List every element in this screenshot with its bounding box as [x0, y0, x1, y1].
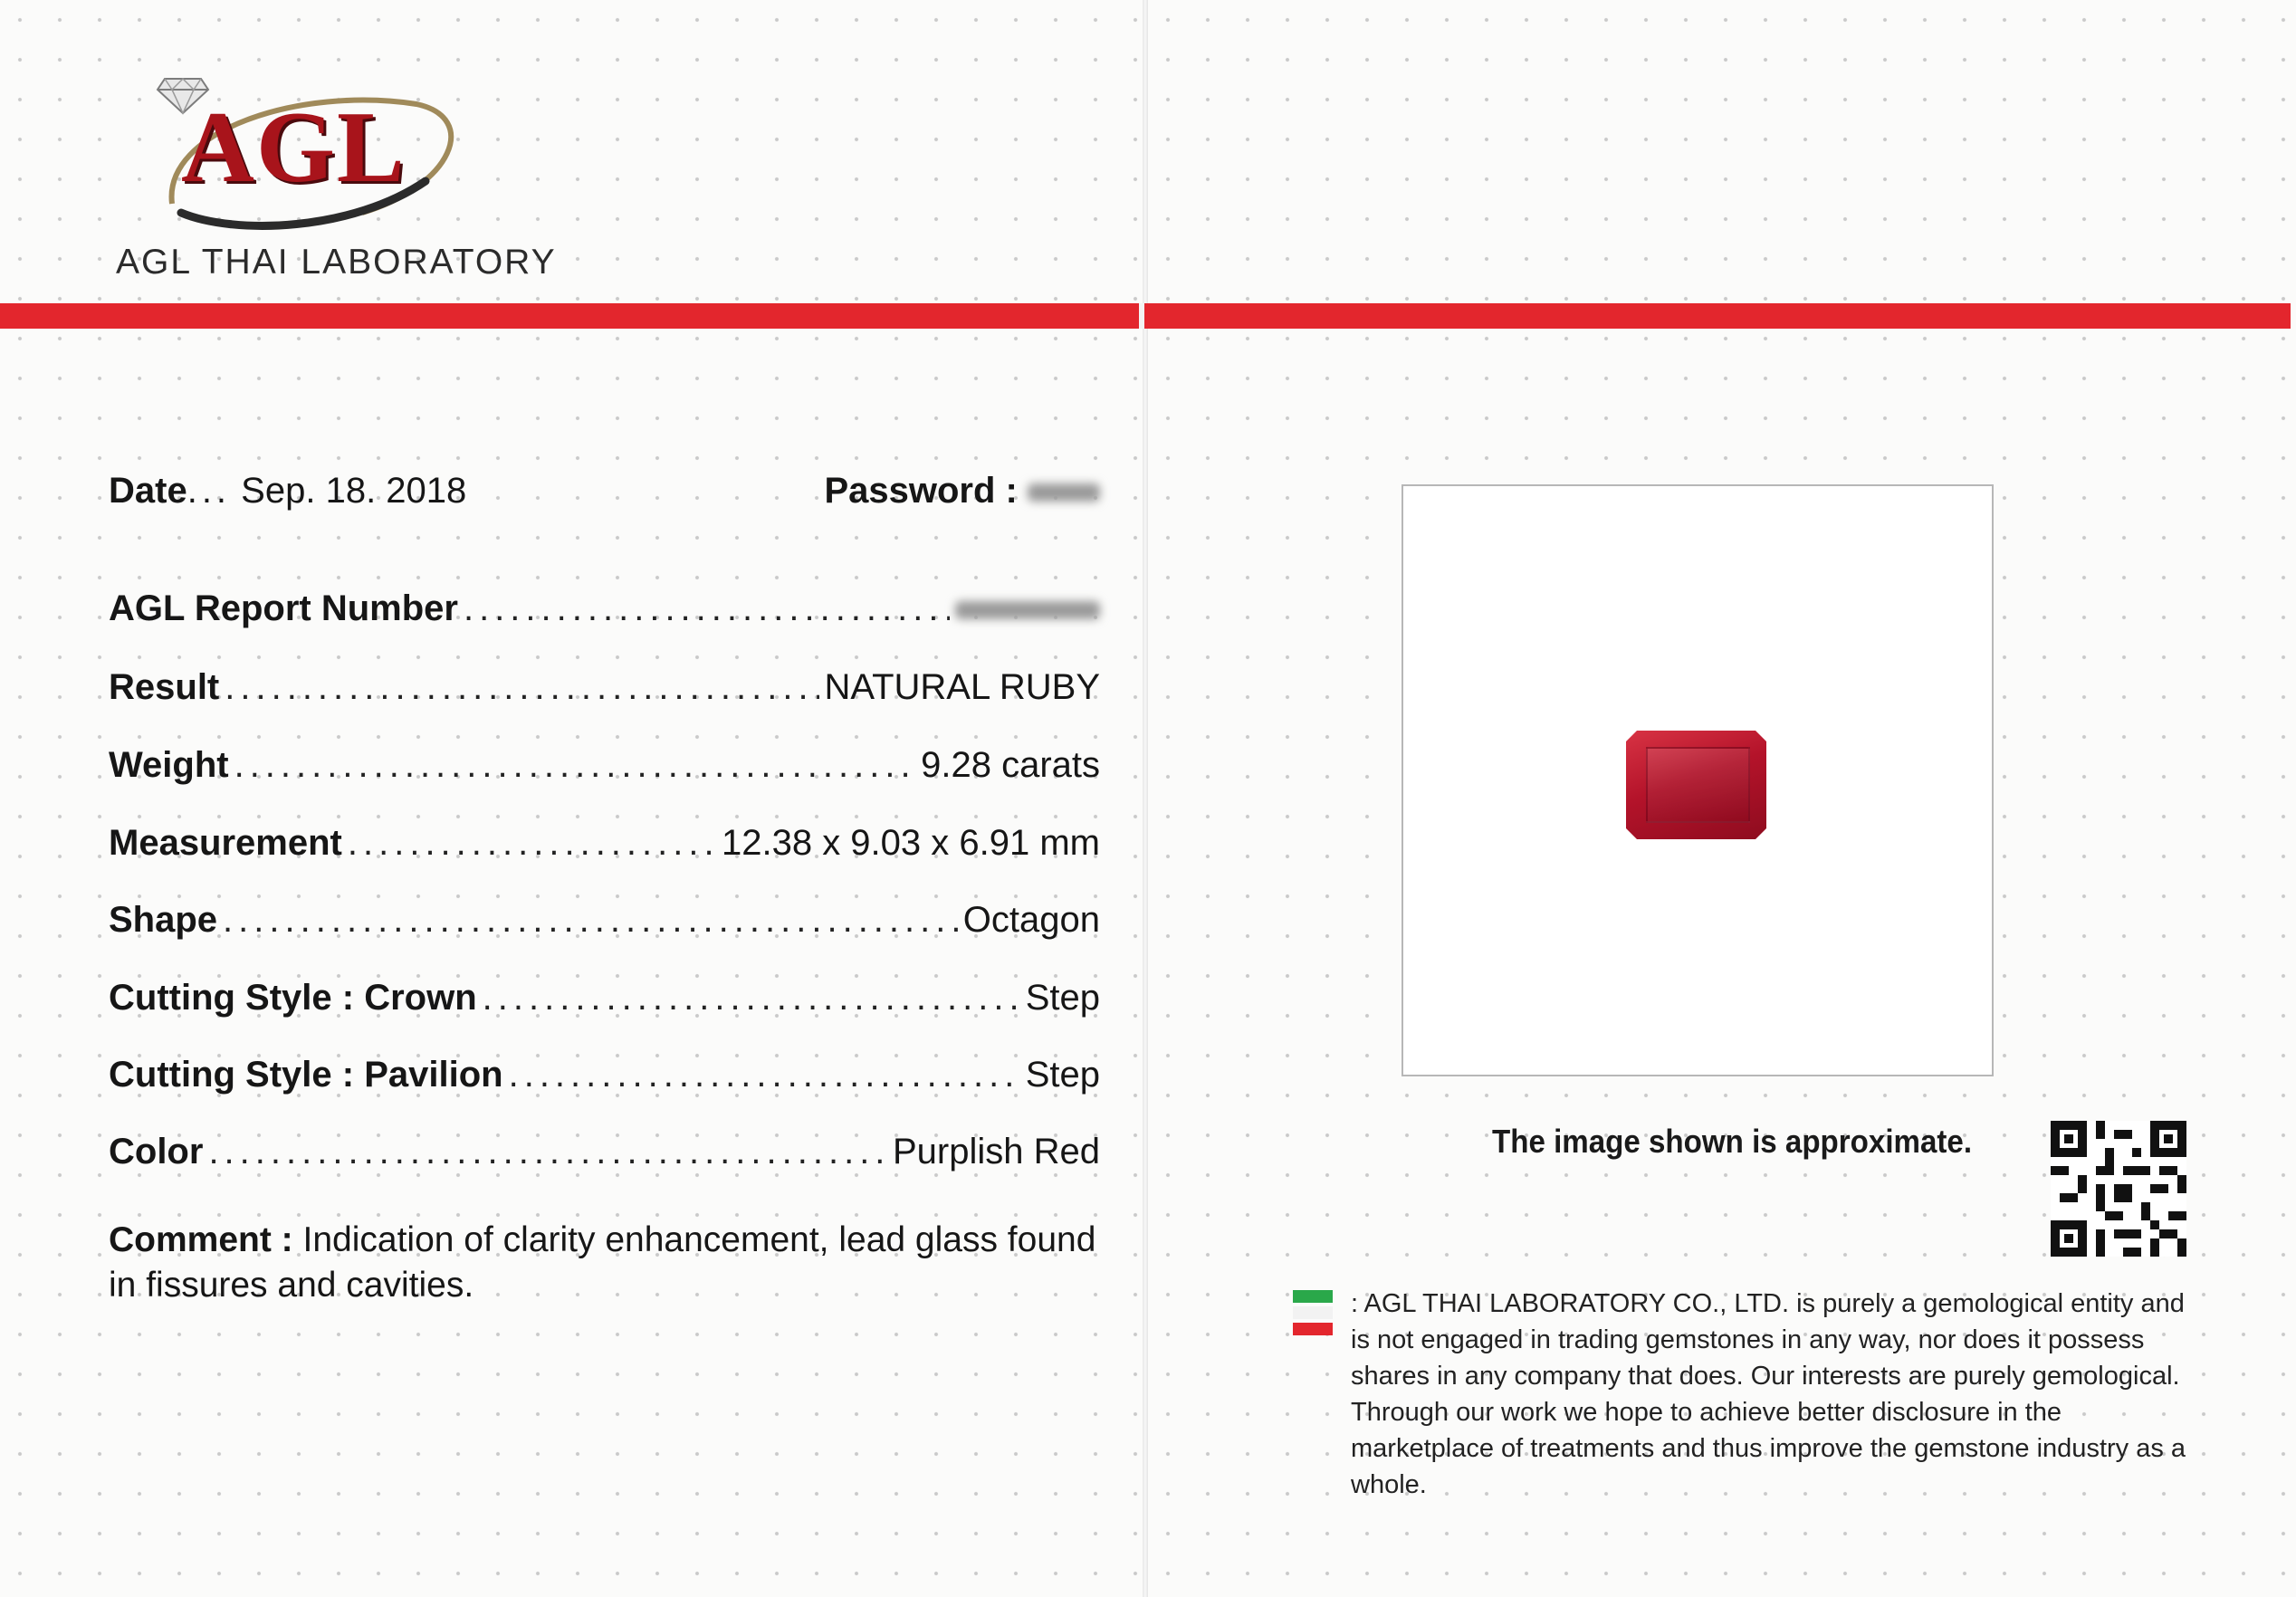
cutting-pavilion-row [109, 1055, 1100, 1095]
report-number-redacted [955, 588, 1100, 629]
color-row [109, 1132, 1100, 1172]
dot-leader [234, 745, 916, 786]
image-approximate-note: The image shown is approximate. [1492, 1123, 1973, 1160]
ruby-gem-image [1626, 731, 1766, 839]
comment-label: Comment : [109, 1220, 293, 1259]
page-fold [1143, 0, 1148, 1597]
date-value: Sep. 18. 2018 [241, 471, 467, 511]
field-value: NATURAL RUBY [824, 667, 1100, 707]
field-label: Cutting Style : Crown [109, 978, 477, 1018]
field-value: Octagon [962, 900, 1100, 940]
field-label: AGL Report Number [109, 588, 458, 628]
password-redacted [1028, 483, 1100, 502]
dot-leader [483, 978, 1020, 1018]
dot-leader [208, 1132, 887, 1172]
field-label: Measurement [109, 823, 342, 863]
logo-wordmark: AGL [181, 91, 407, 204]
date-row [109, 471, 1100, 525]
date-leader: ... [187, 471, 232, 511]
field-label: Weight [109, 745, 229, 785]
report-left-page [0, 0, 1143, 1597]
qr-code-icon [2051, 1121, 2186, 1257]
cutting-crown-row [109, 978, 1100, 1018]
field-value: 12.38 x 9.03 x 6.91 mm [721, 823, 1100, 863]
dot-leader [348, 823, 716, 864]
password-label: Password : [824, 471, 1018, 511]
field-label: Result [109, 667, 220, 707]
date-label: Date [109, 471, 187, 511]
password-field [824, 471, 1100, 512]
agl-logo [154, 77, 462, 231]
report-number-row [109, 588, 1100, 629]
weight-row [109, 745, 1100, 786]
shape-row [109, 900, 1100, 941]
field-value: Purplish Red [892, 1132, 1100, 1171]
comment-text: Indication of clarity enhancement, lead glass found in fissures and cavities. [109, 1220, 1096, 1305]
dot-leader [223, 900, 958, 941]
red-divider-band [0, 303, 2291, 329]
result-row [109, 667, 1100, 708]
field-value: Step [1025, 978, 1100, 1018]
field-value: 9.28 carats [921, 745, 1100, 785]
dot-leader [509, 1055, 1020, 1095]
field-label: Shape [109, 900, 218, 940]
gem-photo-frame [1402, 484, 1994, 1076]
comment-block [109, 1218, 1105, 1308]
field-value: Step [1025, 1055, 1100, 1095]
flag-icon [1293, 1290, 1333, 1339]
disclaimer-text: : AGL THAI LABORATORY CO., LTD. is purely a gemological entity and is not engaged in trading gemstones in any way, nor does it possess shares in any company that does. Our interests are purely gemological. Through our work we hope to achieve better disclosure in the marketplace of treatments and thus improve the gemstone industry as a whole. [1351, 1289, 2186, 1499]
field-label: Color [109, 1132, 204, 1171]
dot-leader [225, 667, 818, 708]
laboratory-name: AGL THAI LABORATORY [116, 243, 557, 282]
dot-leader [464, 588, 950, 629]
field-label: Cutting Style : Pavilion [109, 1055, 503, 1095]
measurement-row [109, 823, 1100, 864]
